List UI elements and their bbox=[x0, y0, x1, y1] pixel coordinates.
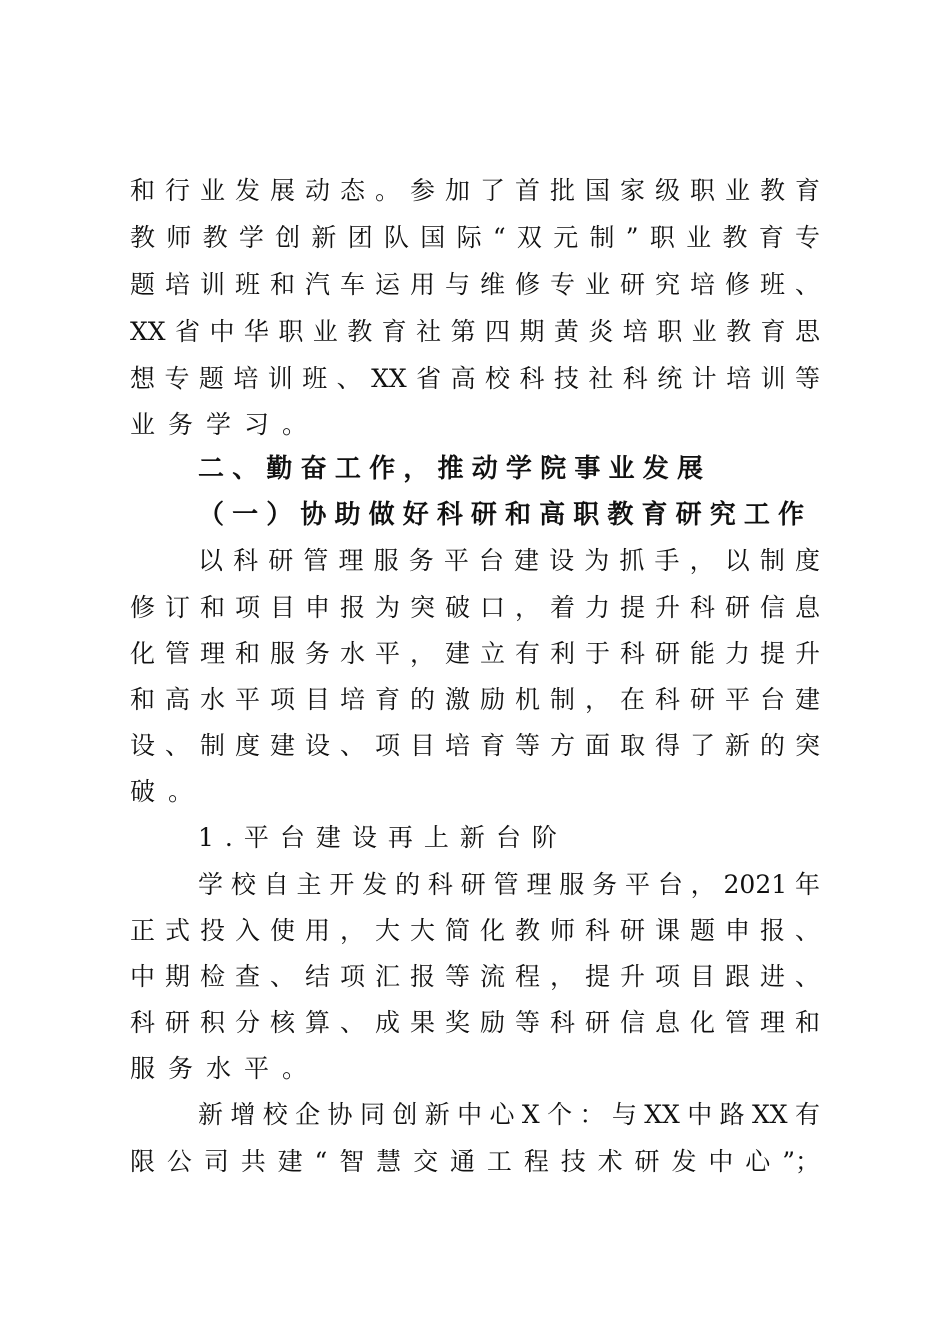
body-line: 化管理和服务水平，建立有利于科研能力提升 bbox=[130, 639, 820, 668]
body-line: 学校自主开发的科研管理服务平台，2021年 bbox=[198, 870, 820, 899]
body-line: XX省中华职业教育社第四期黄炎培职业教育思 bbox=[130, 317, 820, 346]
body-line: 想专题培训班、XX省高校科技社科统计培训等 bbox=[130, 364, 820, 393]
body-line: 破。 bbox=[130, 777, 207, 806]
body-line: 科研积分核算、成果奖励等科研信息化管理和 bbox=[130, 1008, 820, 1037]
body-line: 题培训班和汽车运用与维修专业研究培修班、 bbox=[130, 270, 820, 299]
body-line: 以科研管理服务平台建设为抓手，以制度 bbox=[198, 546, 820, 575]
body-line: 正式投入使用，大大简化教师科研课题申报、 bbox=[130, 916, 820, 945]
body-line: 设、制度建设、项目培育等方面取得了新的突 bbox=[130, 731, 820, 760]
body-line: 和高水平项目培育的激励机制，在科研平台建 bbox=[130, 685, 820, 714]
body-line: 限公司共建“智慧交通工程技术研发中心”； bbox=[130, 1147, 820, 1176]
body-line: 和行业发展动态。参加了首批国家级职业教育 bbox=[130, 176, 820, 205]
body-line: 修订和项目申报为突破口，着力提升科研信息 bbox=[130, 593, 820, 622]
body-line: 教师教学创新团队国际“双元制”职业教育专 bbox=[130, 223, 820, 252]
item-heading: 1.平台建设再上新台阶 bbox=[198, 823, 568, 852]
body-line: 中期检查、结项汇报等流程，提升项目跟进、 bbox=[130, 962, 820, 991]
body-line: 服务水平。 bbox=[130, 1054, 321, 1083]
section-heading: 二、勤奋工作，推动学院事业发展 bbox=[198, 454, 703, 484]
subsection-heading: （一）协助做好科研和高职教育研究工作 bbox=[198, 500, 804, 530]
body-line: 业务学习。 bbox=[130, 410, 321, 439]
body-line: 新增校企协同创新中心X个：与XX中路XX有 bbox=[198, 1100, 820, 1129]
